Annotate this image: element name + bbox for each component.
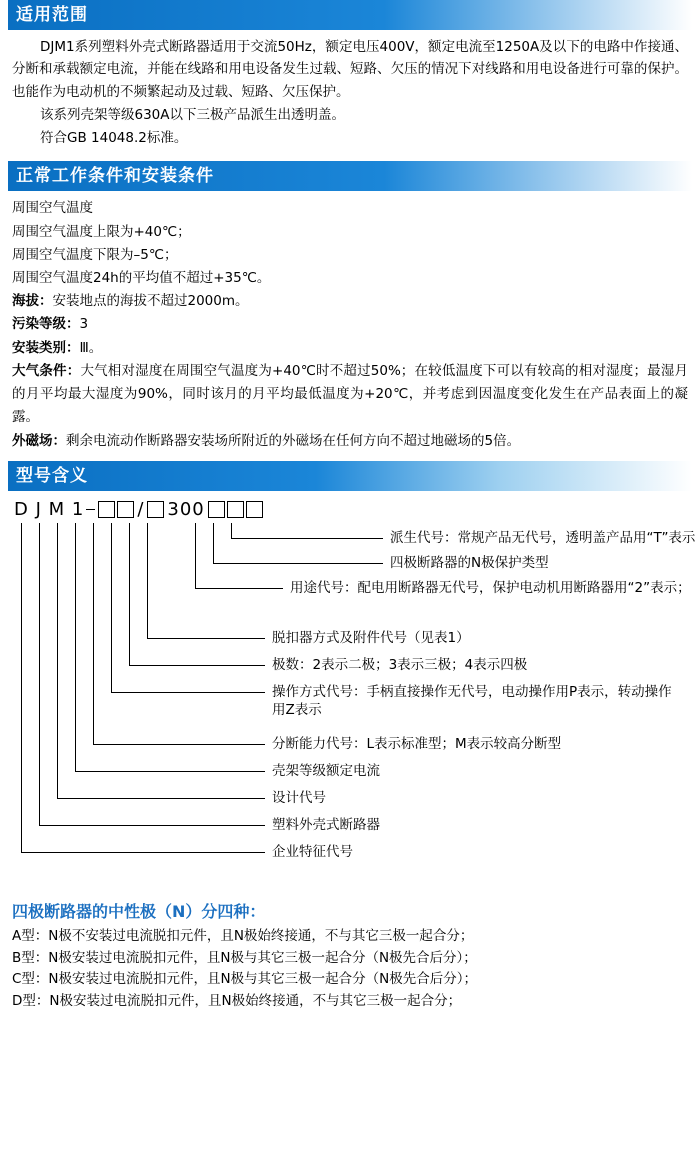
model-callout: 用途代号：配电用断路器无代号，保护电动机用断路器用“2”表示； [290, 579, 691, 596]
model-code-diagram [8, 497, 696, 897]
scope-body [8, 36, 692, 149]
section-header-model [8, 461, 692, 491]
leader-hline [213, 563, 383, 564]
condition-text: 周围空气温度24h的平均值不超过+35℃。 [12, 269, 271, 286]
model-callout: 脱扣器方式及附件代号（见表1） [272, 629, 470, 646]
leader-hline [21, 852, 265, 853]
model-code-box [147, 501, 164, 518]
leader-hline [57, 798, 265, 799]
list-item: D型：N极安装过电流脱扣元件，且N极始终接通，不与其它三极一起合分； [12, 993, 462, 1010]
scope-paragraph-3: 符合GB 14048.2标准。 [40, 130, 188, 147]
list-item: C型：N极安装过电流脱扣元件，且N极与其它三极一起合分（N极先合后分）； [12, 971, 477, 988]
model-callout: 分断能力代号：L表示标准型；M表示较高分断型 [272, 735, 562, 752]
section-title-scope: 适用范围 [16, 5, 88, 25]
list-item: A型：N极不安装过电流脱扣元件，且N极始终接通，不与其它三极一起合分； [12, 927, 474, 944]
leader-vline [213, 523, 214, 563]
condition-label: 安装类别： [12, 339, 80, 356]
neutral-pole-list [8, 926, 692, 1013]
section-header-conditions [8, 161, 692, 191]
condition-line [8, 290, 692, 313]
leader-hline [231, 538, 383, 539]
leader-hline [75, 771, 265, 772]
model-code-box [227, 501, 244, 518]
model-callout: 塑料外壳式断路器 [272, 816, 380, 833]
model-code-box [208, 501, 225, 518]
condition-text: 周围空气温度上限为+40℃； [12, 223, 191, 240]
condition-text: 剩余电流动作断路器安装场所附近的外磁场在任何方向不超过地磁场的5倍。 [66, 432, 521, 449]
leader-vline [195, 523, 196, 588]
leader-hline [147, 638, 265, 639]
condition-label: 污染等级： [12, 316, 80, 333]
condition-label: 海拔： [12, 293, 53, 310]
model-code-box [98, 501, 115, 518]
list-item: B型：N极安装过电流脱扣元件，且N极与其它三极一起合分（N极先合后分）； [12, 949, 477, 966]
model-code-mid: 300 [167, 499, 205, 521]
model-code-dash [86, 509, 95, 511]
leader-hline [195, 588, 283, 589]
leader-hline [129, 665, 265, 666]
condition-line [8, 197, 692, 220]
condition-line [8, 337, 692, 360]
condition-text: 大气相对湿度在周围空气温度为+40℃时不超过50%；在较低温度下可以有较高的相对湿度；最湿月的月平均最大湿度为90%，同时该月的月平均最低温度为+20℃，并考虑到因温度变化发生在产品表面上的凝露。 [12, 362, 689, 426]
section-header-scope [8, 0, 692, 30]
model-callout: 设计代号 [272, 789, 326, 806]
model-callout: 操作方式代号：手柄直接操作无代号，电动操作用P表示，转动操作用Z表示 [272, 683, 672, 718]
leader-vline [111, 523, 112, 692]
model-code-line [12, 497, 692, 523]
condition-text: 周围空气温度 [12, 200, 93, 217]
model-callout: 四极断路器的N极保护类型 [390, 554, 549, 571]
leader-vline [39, 523, 40, 825]
leader-hline [93, 744, 265, 745]
model-callout: 极数：2表示二极；3表示三极；4表示四极 [272, 656, 528, 673]
leader-hline [39, 825, 265, 826]
leader-vline [93, 523, 94, 744]
model-code-box [246, 501, 263, 518]
condition-text: Ⅲ。 [79, 339, 103, 356]
section-title-conditions: 正常工作条件和安装条件 [16, 166, 214, 187]
model-code-box [117, 501, 134, 518]
condition-label: 大气条件： [12, 362, 81, 379]
neutral-pole-heading: 四极断路器的中性极（N）分四种： [12, 901, 266, 921]
leader-vline [231, 523, 232, 538]
model-code-prefix: D J M 1 [14, 499, 85, 521]
model-callout: 壳架等级额定电流 [272, 762, 380, 779]
leader-vline [57, 523, 58, 798]
condition-line [8, 244, 692, 267]
condition-text: 周围空气温度下限为–5℃； [12, 246, 178, 263]
condition-line [8, 430, 692, 453]
scope-paragraph-2: 该系列壳架等级630A以下三极产品派生出透明盖。 [40, 106, 346, 123]
leader-vline [75, 523, 76, 771]
leader-vline [129, 523, 130, 665]
model-leader-area [12, 523, 696, 893]
leader-hline [111, 692, 265, 693]
condition-text: 安装地点的海拔不超过2000m。 [52, 293, 249, 310]
condition-label: 外磁场： [12, 432, 66, 449]
condition-line [8, 267, 692, 290]
condition-line [8, 360, 692, 430]
leader-vline [21, 523, 22, 852]
model-callout: 企业特征代号 [272, 843, 353, 860]
model-code-slash: / [137, 499, 145, 521]
scope-paragraph-1: DJM1系列塑料外壳式断路器适用于交流50Hz，额定电压400V，额定电流至1250A及以下的电路中作接通、分断和承载额定电流，并能在线路和用电设备发生过载、短路、欠压的情况下对线路和用电设备进行可靠的保护。也能作为电动机的不频繁起动及过载、短路、欠压保护。 [12, 39, 688, 100]
condition-line [8, 313, 692, 336]
condition-text: 3 [79, 316, 89, 333]
leader-vline [147, 523, 148, 638]
condition-line [8, 221, 692, 244]
section-title-model: 型号含义 [16, 465, 88, 486]
model-callout: 派生代号：常规产品无代号，透明盖产品用“T”表示 [390, 529, 696, 546]
conditions-body [8, 197, 692, 452]
